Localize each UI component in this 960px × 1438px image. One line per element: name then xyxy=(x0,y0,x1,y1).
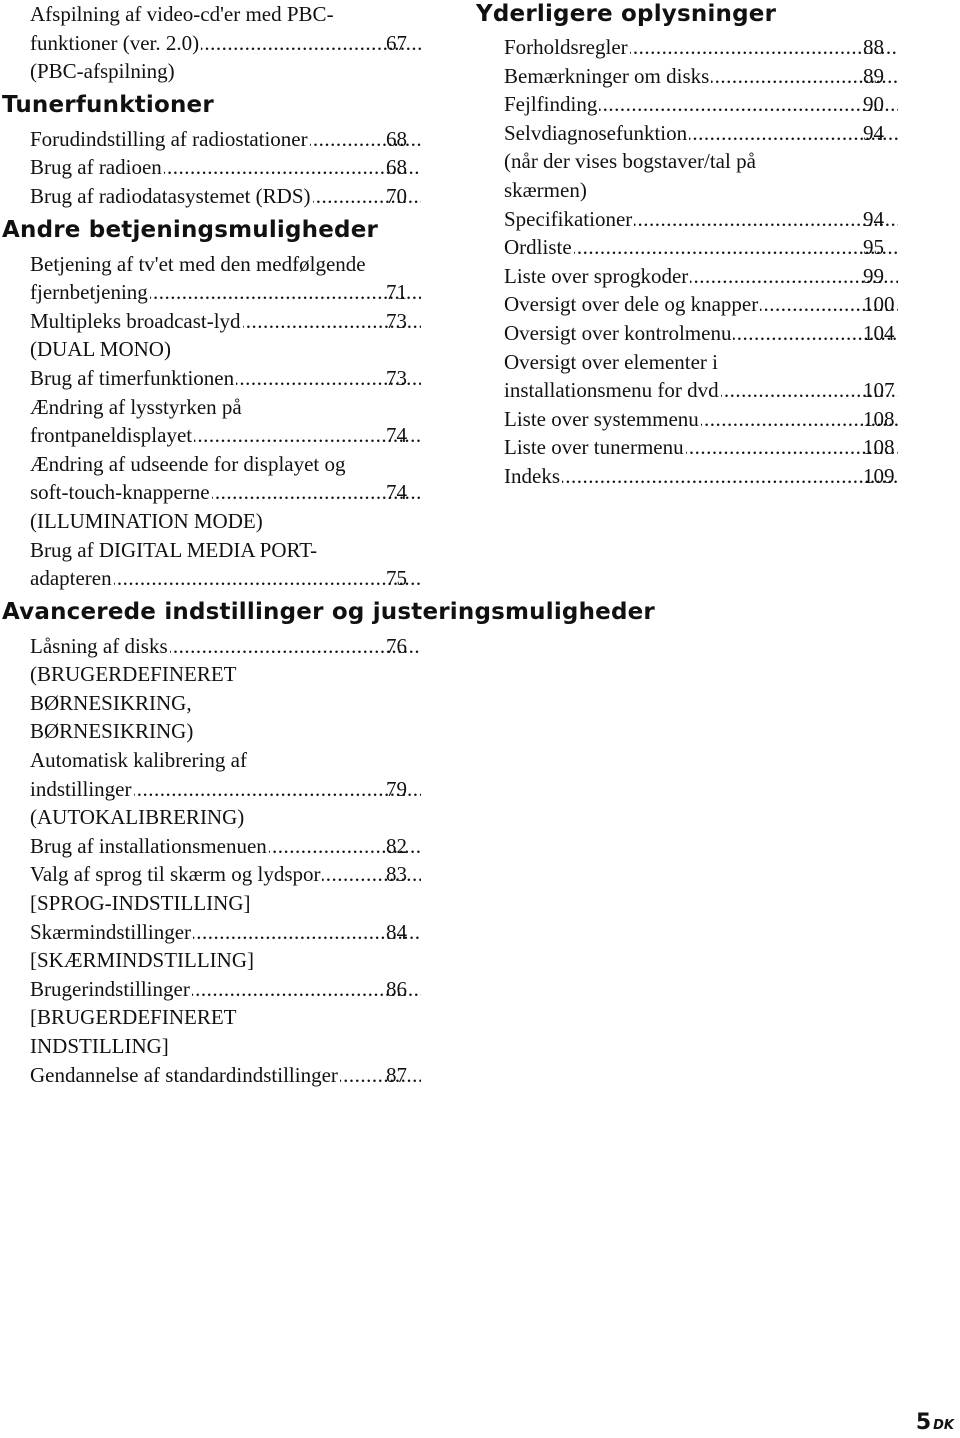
section-heading: Yderligere oplysninger xyxy=(476,1,777,27)
toc-entry-title: Multipleks broadcast-lyd xyxy=(30,308,241,333)
toc-entry-title: Liste over systemmenu xyxy=(504,406,699,431)
toc-entry-title-row: Gendannelse af standardindstillinger ..... 87 xyxy=(67,1061,423,1090)
toc-entry-title-row: Bemærkninger om disks ..... 89 xyxy=(541,62,900,91)
toc-entry-subtitle: (DUAL MONO) xyxy=(30,337,171,362)
toc-entry-title-row: Låsning af disks ..... 76 xyxy=(67,632,423,661)
dot-leader xyxy=(599,90,898,119)
toc-entry-multipleks-broadcast-lyd[interactable] xyxy=(30,307,423,364)
toc-entry-oversigt-over-elementer-i[interactable] xyxy=(504,348,900,405)
toc-entry-title-row: Fejlfinding ..... 90 xyxy=(541,90,900,119)
toc-entry-indeks[interactable] xyxy=(504,462,900,491)
dot-leader xyxy=(164,153,421,182)
toc-entry-title: Oversigt over dele og knapper xyxy=(504,292,759,317)
toc-entry-title-row: Specifikationer ..... 94 xyxy=(541,205,900,234)
toc-entry-skaermindstillinger[interactable] xyxy=(30,918,423,975)
toc-entry-title: Brug af radiodatasystemet (RDS) xyxy=(30,183,311,208)
toc-entry-title-row: adapteren ..... 75 xyxy=(67,564,423,593)
toc-entry-brug-af-radioen[interactable] xyxy=(30,153,423,182)
toc-entry-subtitle: (når der vises bogstaver/tal på xyxy=(504,149,756,174)
toc-entry-title-line: Afspilning af video-cd'er med PBC- xyxy=(30,2,334,26)
toc-entry-title-row: soft-touch-knapperne ..... 74 xyxy=(67,478,423,507)
toc-entry-title: installationsmenu for dvd xyxy=(504,378,719,403)
toc-entry-title-row: frontpaneldisplayet ..... 74 xyxy=(67,421,423,450)
toc-entry-title-row: Oversigt over dele og knapper ..... 100 xyxy=(541,290,900,319)
toc-entry-aendring-af-lysstyrken-pa[interactable] xyxy=(30,393,423,450)
toc-entry-forudindstilling-af-radiostationer[interactable] xyxy=(30,125,423,154)
toc-entry-brug-af-installationsmenuen[interactable] xyxy=(30,832,423,861)
toc-entry-brug-af-digital-media-port[interactable] xyxy=(30,536,423,593)
section-heading: Tunerfunktioner xyxy=(2,91,214,118)
section-heading: Avancerede indstillinger og justeringsmuligheder xyxy=(2,598,655,625)
toc-entry-title-row: Multipleks broadcast-lyd ..... 73 xyxy=(67,307,423,336)
toc-entry-title: Brug af installationsmenuen xyxy=(30,833,267,858)
page-number-value: 5 xyxy=(915,1410,932,1435)
dot-leader xyxy=(134,775,422,804)
toc-entry-title-row: Liste over sprogkoder ..... 99 xyxy=(541,262,900,291)
toc-entry-title: Brugerindstillinger xyxy=(30,976,190,1001)
toc-entry-gendannelse-af-standardindstillinger[interactable] xyxy=(30,1061,423,1090)
toc-entry-title-row: Brug af installationsmenuen ..... 82 xyxy=(67,832,423,861)
toc-entry-title: funktioner (ver. 2.0) xyxy=(30,30,200,55)
toc-entry-valg-af-sprog-til-skaerm-og-lydspor[interactable] xyxy=(30,860,423,917)
toc-entry-title: indstillinger xyxy=(30,776,132,801)
toc-entry-title-row: Forholdsregler ..... 88 xyxy=(541,33,900,62)
dot-leader xyxy=(150,278,421,307)
toc-entry-ordliste[interactable] xyxy=(504,233,900,262)
toc-entry-title-row: Forudindstilling af radiostationer ..... 68 xyxy=(67,125,423,154)
toc-right-column xyxy=(474,0,900,491)
dot-leader xyxy=(574,233,898,262)
toc-entry-oversigt-over-dele-og-knapper[interactable] xyxy=(504,290,900,319)
toc-entry-subtitle: (BRUGERDEFINERET xyxy=(30,662,237,687)
toc-entry-title-row: Selvdiagnosefunktion ..... 94 xyxy=(541,119,900,148)
toc-entry-subtitle: (PBC-afspilning) xyxy=(30,59,175,84)
page-number xyxy=(916,1410,954,1435)
toc-entry-title: Liste over tunermenu xyxy=(504,435,684,460)
toc-entry-title: Låsning af disks xyxy=(30,633,168,658)
toc-entry-forholdsregler[interactable] xyxy=(504,33,900,62)
dot-leader xyxy=(562,462,898,491)
toc-entry-title: Forudindstilling af radiostationer xyxy=(30,126,308,151)
toc-entry-title-row: Brug af radiodatasystemet (RDS) ..... 70 xyxy=(67,182,423,211)
toc-entry-brug-af-radiodatasystemet-rds[interactable] xyxy=(30,182,423,211)
toc-entry-lasning-af-disks[interactable] xyxy=(30,632,423,746)
section-heading: Andre betjeningsmuligheder xyxy=(2,216,379,243)
toc-entry-title: Fejlfinding xyxy=(504,92,598,117)
toc-entry-title-row: Indeks ..... 109 xyxy=(541,462,900,491)
toc-entry-subtitle: (AUTOKALIBRERING) xyxy=(30,805,245,830)
toc-entry-title: Bemærkninger om disks xyxy=(504,63,710,88)
toc-entry-bemaerkninger-om-disks[interactable] xyxy=(504,62,900,91)
toc-entry-selvdiagnosefunktion[interactable] xyxy=(504,119,900,205)
toc-entry-title: fjernbetjening xyxy=(30,280,148,305)
toc-entry-title-row: indstillinger ..... 79 xyxy=(67,775,423,804)
toc-entry-subtitle: INDSTILLING] xyxy=(30,1034,169,1058)
toc-entry-title: Ordliste xyxy=(504,235,572,260)
toc-entry-automatisk-kalibrering-af[interactable] xyxy=(30,746,423,832)
toc-entry-oversigt-over-kontrolmenu[interactable] xyxy=(504,319,900,348)
dot-leader xyxy=(340,1061,421,1090)
dot-leader xyxy=(114,564,421,593)
toc-entry-title-row: Liste over systemmenu ..... 108 xyxy=(541,405,900,434)
toc-entry-title-row: Liste over tunermenu ..... 108 xyxy=(541,433,900,462)
toc-entry-title: Gendannelse af standardindstillinger xyxy=(30,1062,338,1087)
toc-entry-title-row: Ordliste ..... 95 xyxy=(541,233,900,262)
toc-entry-title: Forholdsregler xyxy=(504,35,628,59)
toc-entry-title-row: Brugerindstillinger ..... 86 xyxy=(67,975,423,1004)
toc-entry-title-row: Skærmindstillinger ..... 84 xyxy=(67,918,423,947)
toc-entry-title: Liste over sprogkoder xyxy=(504,263,689,288)
toc-entry-title: soft-touch-knapperne xyxy=(30,480,210,505)
toc-entry-title-line: Betjening af tv'et med den medfølgende xyxy=(30,251,366,276)
toc-entry-title-row: fjernbetjening ..... 71 xyxy=(67,278,423,307)
toc-entry-brugerindstillinger[interactable] xyxy=(30,975,423,1061)
toc-entry-title: Oversigt over kontrolmenu xyxy=(504,320,732,345)
toc-entry-title: Valg af sprog til skærm og lydspor xyxy=(30,862,321,887)
toc-entry-title: Selvdiagnosefunktion xyxy=(504,120,688,145)
toc-entry-specifikationer[interactable] xyxy=(504,205,900,234)
toc-entry-title-row: Valg af sprog til skærm og lydspor ..... 83 xyxy=(67,860,423,889)
toc-entry-title-row: Brug af timerfunktionen ..... 73 xyxy=(67,364,423,393)
toc-entry-subtitle: (ILLUMINATION MODE) xyxy=(30,508,263,533)
toc-entry-liste-over-systemmenu[interactable] xyxy=(504,405,900,434)
toc-entry-subtitle: BØRNESIKRING, xyxy=(30,690,192,715)
dot-leader xyxy=(634,205,898,234)
toc-entry-title-line: Brug af DIGITAL MEDIA PORT- xyxy=(30,537,318,562)
toc-entry-liste-over-sprogkoder[interactable] xyxy=(504,262,900,291)
toc-entry-betjening-af-tv-et-med-den-medfolgende[interactable] xyxy=(30,250,423,307)
page-number-suffix: DK xyxy=(933,1418,954,1433)
toc-entry-subtitle: BØRNESIKRING) xyxy=(30,719,194,744)
toc-entry-title-line: Ændring af udseende for displayet og xyxy=(30,451,346,476)
toc-entry-title-line: Automatisk kalibrering af xyxy=(30,748,247,773)
toc-entry-title: frontpaneldisplayet xyxy=(30,423,193,448)
toc-entry-title: Skærmindstillinger xyxy=(30,919,192,944)
toc-entry-subtitle: skærmen) xyxy=(504,177,587,202)
dot-leader xyxy=(630,33,898,62)
toc-entry-title-line: Ændring af lysstyrken på xyxy=(30,394,242,419)
toc-entry-afspilning-af-video-cd-er-med-pbc[interactable] xyxy=(30,0,423,86)
toc-entry-subtitle: [BRUGERDEFINERET xyxy=(30,1005,237,1030)
toc-entry-title-row: Brug af radioen ..... 68 xyxy=(67,153,423,182)
toc-entry-title: Specifikationer xyxy=(504,206,633,231)
toc-entry-aendring-af-udseende-for-displayet-og[interactable] xyxy=(30,450,423,536)
toc-entry-title: Brug af radioen xyxy=(30,155,162,180)
toc-entry-title-line: Oversigt over elementer i xyxy=(504,349,718,374)
toc-entry-title: Brug af timerfunktionen xyxy=(30,365,235,390)
toc-entry-title: adapteren xyxy=(30,566,112,591)
toc-entry-brug-af-timerfunktionen[interactable] xyxy=(30,364,423,393)
toc-entry-title-row: funktioner (ver. 2.0) ..... 67 xyxy=(67,29,423,58)
toc-entry-subtitle: [SPROG-INDSTILLING] xyxy=(30,891,251,916)
toc-entry-title-row: installationsmenu for dvd ..... 107 xyxy=(541,376,900,405)
toc-entry-fejlfinding[interactable] xyxy=(504,90,900,119)
dot-leader xyxy=(170,632,421,661)
toc-entry-title: Indeks xyxy=(504,463,560,488)
toc-entry-liste-over-tunermenu[interactable] xyxy=(504,433,900,462)
toc-entry-title-row: Oversigt over kontrolmenu ..... 104 xyxy=(541,319,900,348)
toc-entry-subtitle: [SKÆRMINDSTILLING] xyxy=(30,948,254,973)
